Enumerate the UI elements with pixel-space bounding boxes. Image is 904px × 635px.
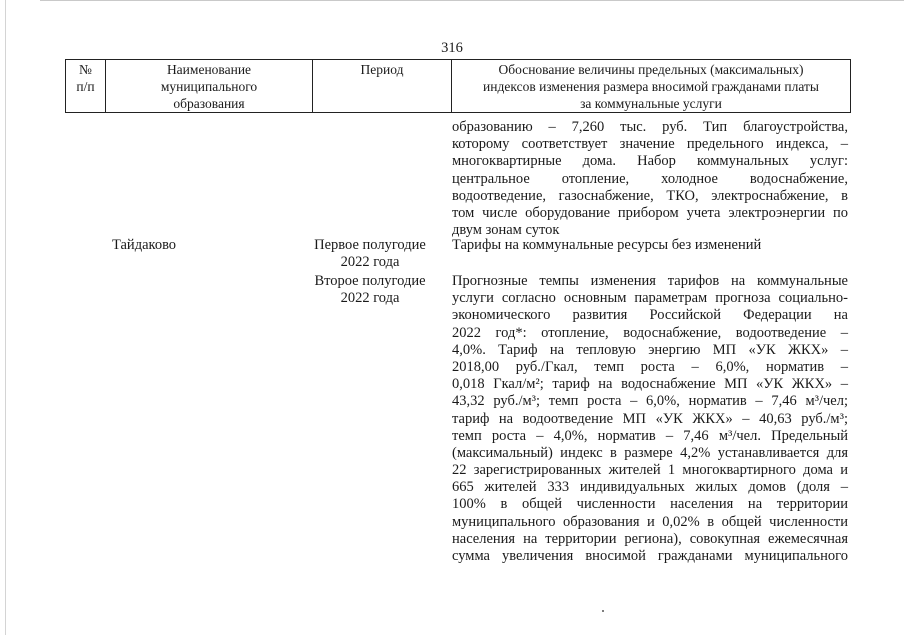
period-second-justification: [452, 273, 848, 565]
text-line: 4,0%. Тариф на тепловую энергию МП «УК ЖКХ» –: [452, 341, 848, 358]
text-line: 2022 год*: отопление, водоснабжение, водоотведение –: [452, 324, 848, 341]
text-line: услуги согласно основным параметрам прогноза социально-: [452, 290, 848, 307]
scan-left-edge: [5, 0, 6, 635]
text-line: экономического развития Российской Федерации на: [452, 307, 848, 324]
header-municipality: Наименование муниципального образования: [106, 60, 313, 112]
text-line: многоквартирные дома. Набор коммунальных услуг:: [452, 153, 848, 170]
period-first-half: Первое полугодие 2022 года: [314, 237, 426, 270]
period-first-justification: [452, 237, 848, 254]
text-line: 0,018 Гкал/м²; тариф на водоснабжение МП «УК ЖКХ» –: [452, 376, 848, 393]
header-period: Период: [313, 60, 452, 112]
text-line: 665 жителей 333 индивидуальных жилых домов (доля –: [452, 479, 848, 496]
text-line: тариф на водоотведение МП «УК ЖКХ» – 40,63 руб./м³;: [452, 410, 848, 427]
text-line: населения на территории региона), совокупная ежемесячная: [452, 530, 848, 547]
header-justification: Обоснование величины предельных (максимальных) индексов изменения размера вносимой гражданами платы за коммунальные услуги: [483, 62, 819, 111]
text-line: муниципального образования и 0,02% в общей численности: [452, 513, 848, 530]
municipality-name: Тайдаково: [112, 237, 177, 253]
text-line: двум зонам суток: [452, 222, 560, 239]
text-line: 2018,00 руб./Гкал, темп роста – 6,0%, норматив –: [452, 358, 848, 375]
scan-speck: [602, 610, 604, 612]
text-line: 22 зарегистрированных жителей 1 многоквартирного дома и: [452, 462, 848, 479]
text-line: 43,32 руб./м³; темп роста – 6,0%, норматив – 7,46 м³/чел;: [452, 393, 848, 410]
text-line: том числе оборудование прибором учета электроэнергии по: [452, 204, 848, 221]
text-line: водоотведение, газоснабжение, ТКО, электроснабжение, в: [452, 187, 848, 204]
text-line: 100% в общей численности населения на территории: [452, 496, 848, 513]
continuation-paragraph: [452, 119, 848, 239]
text-line: которому соответствует значение предельного индекса, –: [452, 136, 848, 153]
text-line: центральное отопление, холодное водоснабжение,: [452, 170, 848, 187]
text-line: образованию – 7,260 тыс. руб. Тип благоустройства,: [452, 119, 848, 135]
text-line: (максимальный) индекс в размере 4,2% устанавливается для: [452, 444, 848, 461]
text-line: Прогнозные темпы изменения тарифов на коммунальные: [452, 273, 848, 289]
text-line: темп роста – 4,0%, норматив – 7,46 м³/чел. Предельный: [452, 427, 848, 444]
table-header: [65, 59, 851, 113]
page-number: 316: [441, 40, 463, 56]
header-number: № п/п: [66, 60, 106, 112]
text-line: сумма увеличения вносимой гражданами муниципального: [452, 548, 848, 564]
scan-top-edge: [40, 0, 904, 1]
text-line: Тарифы на коммунальные ресурсы без изменений: [452, 237, 762, 253]
period-second-half: Второе полугодие 2022 года: [314, 273, 426, 306]
